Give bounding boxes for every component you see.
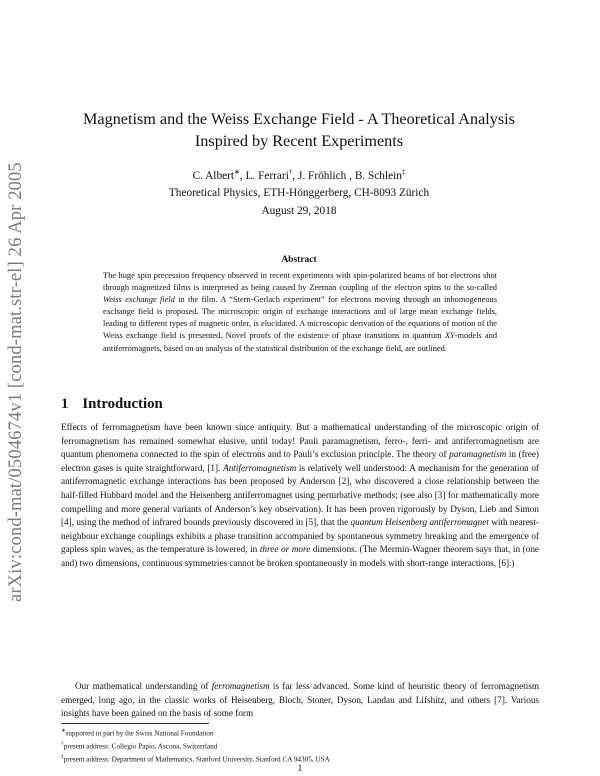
author-separator: ,: [292, 169, 298, 182]
text-emphasis: ferromagnetism: [211, 681, 270, 691]
abstract-fragment: The huge spin precession frequency observed in recent experiments with spin-polarized beams of hot electrons shot through magnetized films is interpreted as being caused by Zeeman coupling of the electron spins to the so-called: [103, 271, 497, 293]
text-fragment: is far less advanced. Some kind of heuristic theory of ferromagnetism emerged, long ago, in the classic works of Heisenberg, Bloch, Stoner, Dyson, Landau and Lifshitz, and others [7]. Various insights have been gained on the basis of some form: [61, 681, 539, 719]
text-fragment: in (free) electron gases is quite straightforward, [1].: [61, 449, 539, 473]
text-fragment: dimensions. (The Mermin-Wagner theorem says that, in (one and) two dimensions, continuous symmetries cannot be broken spontaneously in models with short-range interactions, [6].): [61, 544, 539, 568]
body-paragraph: [61, 421, 539, 571]
section-number: 1: [61, 396, 69, 412]
section-heading: [61, 396, 163, 413]
author-separator: ,: [239, 169, 246, 182]
author-name: C. Albert: [192, 169, 235, 182]
text-fragment: is relatively well understood: A mechanism for the generation of antiferromagnetic exchange interactions has been proposed by Anderson [2], who discovered a close relationship between the half-filled Hubbard model and the Heisenberg antiferromagnet using perturbative methods; (see also [3] for mathematically more compelling and more general variants of Anderson’s key observation). It has been proven rigorously by Dyson, Lieb and Simon [4], using the method of infrared bounds previously discovered in [5], that the: [61, 462, 539, 528]
abstract-text: [103, 270, 497, 355]
text-emphasis: Antiferromagnetism: [223, 462, 297, 473]
abstract-fragment: in the film. A “Stern-Gerlach experiment” for electrons moving through an inhomogeneous exchange field is proposed. The microscopic origin of exchange interactions and of large mean exchange fields, leading to different types of magnetic order, is elucidated. A microscopic derivation of the equations of motion of the Weiss exchange field is presented. Novel proofs of the existence of phase transitions in quantum: [103, 295, 497, 341]
abstract-fragment: -models and antiferromagnets, based on an analysis of the statistical distribution of the exchange field, are outlined.: [103, 331, 498, 353]
abstract-heading: Abstract: [281, 255, 317, 265]
author-block: [64, 164, 534, 202]
author-name: L. Ferrari: [245, 169, 289, 182]
footnote-mark: †: [61, 740, 64, 747]
text-fragment: Our mathematical understanding of: [75, 681, 212, 691]
text-fragment: Effects of ferromagnetism have been known since antiquity. But a mathematical understanding of the microscopic origin of ferromagnetism has remained somewhat elusive, until today! Pauli paramagnetism, ferro-, ferri- and antiferromagnetism are quantum phenomena connected to the spin of electrons and to Pauli’s exclusion principle. The theory of: [61, 422, 539, 460]
body-paragraph: [61, 680, 539, 721]
arxiv-identifier-stamp: arXiv:cond-mat/0504674v1 [cond-mat.str-el] 26 Apr 2005: [6, 162, 26, 602]
author-footnote-mark: ‡: [401, 168, 406, 176]
text-fragment: with nearest-neighbour exchange couplings exhibits a phase transition accompanied by spontaneous symmetry breaking and the emergence of gapless spin waves, as the temperature is lowered, in: [61, 517, 539, 555]
footnote-mark: ‡: [61, 753, 64, 760]
text-emphasis: three or more: [259, 544, 311, 555]
footnote-text: supported in part by the Swiss National Foundation: [65, 729, 214, 738]
footnote-text: present address: Department of Mathematics, Stanford University, Stanford CA 94305, USA: [63, 755, 330, 764]
title-line-1: Magnetism and the Weiss Exchange Field - A Theoretical Analysis: [83, 110, 515, 128]
author-footnote-mark: ∗: [234, 168, 240, 176]
footnotes: [61, 726, 539, 765]
text-emphasis: paramagnetism: [449, 449, 507, 460]
footnote: [61, 739, 539, 752]
author-separator: ,: [346, 169, 355, 182]
footnote: [61, 726, 539, 739]
abstract-emphasis: XY: [444, 331, 455, 341]
page-number: 1: [297, 764, 303, 774]
footnote: [61, 752, 539, 765]
paper-date: August 29, 2018: [261, 205, 337, 217]
affiliation: Theoretical Physics, ETH-Hönggerberg, CH-8093 Zürich: [168, 186, 430, 199]
paper-title: [64, 108, 534, 152]
author-footnote-mark: †: [288, 168, 293, 176]
footnote-mark: ∗: [61, 728, 66, 734]
author-name: B. Schlein: [354, 169, 402, 182]
section-title: Introduction: [82, 396, 163, 412]
author-name: J. Fröhlich: [298, 169, 347, 182]
text-emphasis: quantum Heisenberg antiferromagnet: [350, 517, 489, 528]
title-line-2: Inspired by Recent Experiments: [194, 132, 404, 150]
footnote-text: present address: Collegio Papio, Ascona, Switzerland: [63, 742, 218, 751]
footnote-divider: [61, 723, 209, 724]
abstract-emphasis: Weiss exchange field: [103, 295, 175, 305]
author-list: [64, 164, 534, 185]
